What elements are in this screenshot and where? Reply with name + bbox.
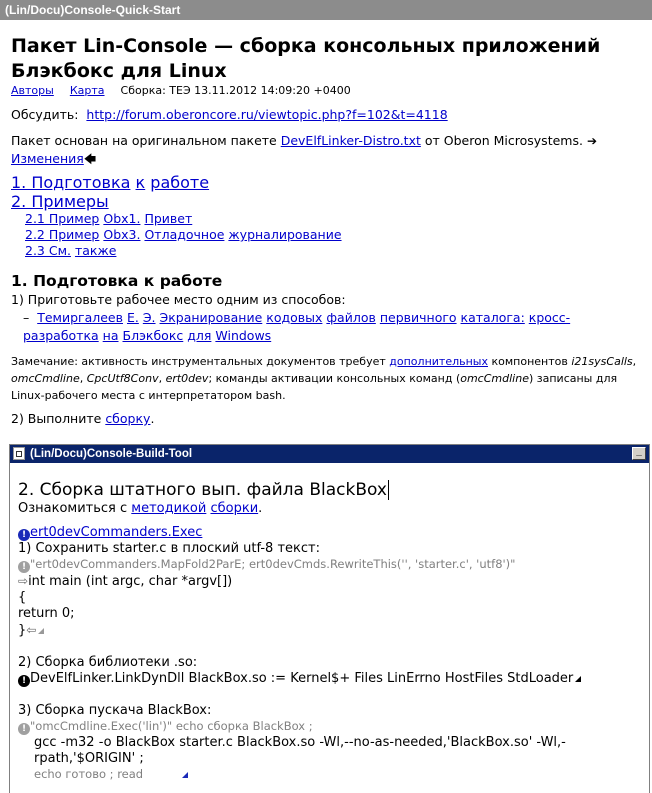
based-on-line: Пакет основан на оригинальном пакете DevElfLinker-Distro.txt от Oberon Microsystems. ➔ Изменения🡄 bbox=[11, 133, 597, 166]
table-of-contents bbox=[11, 173, 643, 259]
window-title-bar bbox=[0, 0, 652, 20]
marker-icon bbox=[182, 772, 188, 778]
page-title: Пакет Lin-Console — сборка консольных приложений Блэкбокс для Linux bbox=[11, 35, 601, 82]
subwindow-title: (Lin/Docu)Console-Build-Tool bbox=[30, 448, 193, 460]
arrow-left-icon: 🡄 bbox=[83, 152, 97, 166]
fold-end-icon[interactable]: ⇦ bbox=[26, 623, 37, 637]
build-tool-window[interactable] bbox=[9, 444, 650, 793]
build-step-1: 1) Сохранить starter.c в плоский utf-8 текст: bbox=[18, 541, 320, 556]
commander-icon[interactable]: ! bbox=[18, 675, 30, 687]
arrow-right-icon: ➔ bbox=[586, 134, 597, 148]
subwindow-title-bar[interactable] bbox=[10, 445, 649, 463]
build-step-3: 3) Сборка пускача BlackBox: bbox=[18, 703, 212, 718]
step-1-text: 1) Приготовьте рабочее место одним из способов: bbox=[11, 292, 346, 307]
authors-link[interactable]: Авторы bbox=[11, 84, 54, 97]
changes-link[interactable]: Изменения bbox=[11, 151, 84, 166]
code-line-1: ⇨int main (int argc, char *argv[]) bbox=[18, 574, 233, 589]
text-caret bbox=[388, 480, 389, 500]
code-line-4: }⇦ bbox=[18, 622, 649, 639]
section-1-heading: 1. Подготовка к работе bbox=[11, 272, 223, 290]
map-link[interactable]: Карта bbox=[69, 84, 105, 97]
toc-item-2-1[interactable]: 2.1 Пример Obx1. Привет bbox=[25, 211, 193, 226]
done-command: echo готово ; read bbox=[18, 767, 649, 782]
build-info: Сборка: ТЕЭ 13.11.2012 14:09:20 +0400 bbox=[120, 84, 351, 97]
rewrite-command[interactable]: ! "ert0devCommanders.MapFold2ParE; ert0devCmds.RewriteThis('', 'starter.c', 'utf8')" bbox=[18, 557, 649, 573]
marker-icon bbox=[575, 676, 581, 682]
document-area[interactable] bbox=[11, 22, 643, 442]
marker-icon bbox=[38, 628, 44, 634]
components-link[interactable]: дополнительных bbox=[389, 355, 488, 368]
toc-item-2-2[interactable]: 2.2 Пример Obx3. Отладочное журналирование bbox=[25, 227, 342, 242]
toc-item-2[interactable]: 2. Примеры bbox=[11, 192, 109, 211]
build-heading: 2. Сборка штатного вып. файла BlackBox bbox=[18, 480, 387, 500]
toc-item-1[interactable]: 1. Подготовка к работе bbox=[11, 173, 210, 192]
method-item: – Темиргалеев Е. Э. Экранирование кодовых файлов первичного каталога: кросс-разработка на Блэкбокс для Windows bbox=[23, 310, 571, 343]
fold-icon[interactable]: ⇨ bbox=[18, 574, 29, 588]
commander-line[interactable] bbox=[18, 525, 649, 541]
meta-line bbox=[11, 84, 643, 98]
toc-item-2-3[interactable]: 2.3 См. также bbox=[25, 243, 117, 258]
method-link[interactable]: методикой bbox=[131, 501, 207, 516]
commander-icon[interactable]: ! bbox=[18, 723, 30, 735]
distro-link[interactable]: DevElfLinker-Distro.txt bbox=[280, 133, 421, 148]
commander-icon[interactable]: ! bbox=[18, 529, 30, 541]
code-line-2: { bbox=[18, 590, 27, 605]
document-icon bbox=[13, 447, 25, 460]
code-line-3: return 0; bbox=[18, 606, 75, 621]
discuss-line: Обсудить: http://forum.oberoncore.ru/viewtopic.php?f=102&t=4118 bbox=[11, 107, 448, 122]
intro-line: Ознакомиться с методикой сборки. bbox=[18, 501, 263, 516]
build-doc-link[interactable]: сборки bbox=[210, 501, 259, 516]
commander-icon[interactable]: ! bbox=[18, 561, 30, 573]
forum-link[interactable]: http://forum.oberoncore.ru/viewtopic.php?f=102&t=4118 bbox=[86, 107, 448, 122]
build-link[interactable]: сборку bbox=[105, 411, 151, 426]
link-command[interactable]: ! DevElfLinker.LinkDynDll BlackBox.so := Kernel$+ Files LinErrno HostFiles StdLoader bbox=[18, 671, 649, 687]
minimize-button[interactable]: _ bbox=[632, 447, 646, 460]
note-paragraph: Замечание: активность инструментальных документов требует дополнительных компонентов i21sysCalls, omcCmdline, CpcUtf8Conv, ert0dev; команды активации консольных команд (omcCmdline) записаны для Linux-рабочего места с интерпретатором bash. bbox=[11, 355, 637, 402]
window-title: (Lin/Docu)Console-Quick-Start bbox=[5, 3, 181, 17]
cmdline-command[interactable]: ! "omcCmdline.Exec('lin')" echo сборка BlackBox ; bbox=[18, 719, 649, 735]
commander-link[interactable]: ert0devCommanders.Exec bbox=[30, 525, 203, 540]
gcc-command: gcc -m32 -o BlackBox starter.c BlackBox.so -Wl,--no-as-needed,'BlackBox.so' -Wl,-rpath,'$ORIGIN' ; bbox=[34, 735, 566, 766]
build-step-2: 2) Сборка библиотеки .so: bbox=[18, 655, 198, 670]
step-2-text: 2) Выполните сборку. bbox=[11, 411, 155, 426]
